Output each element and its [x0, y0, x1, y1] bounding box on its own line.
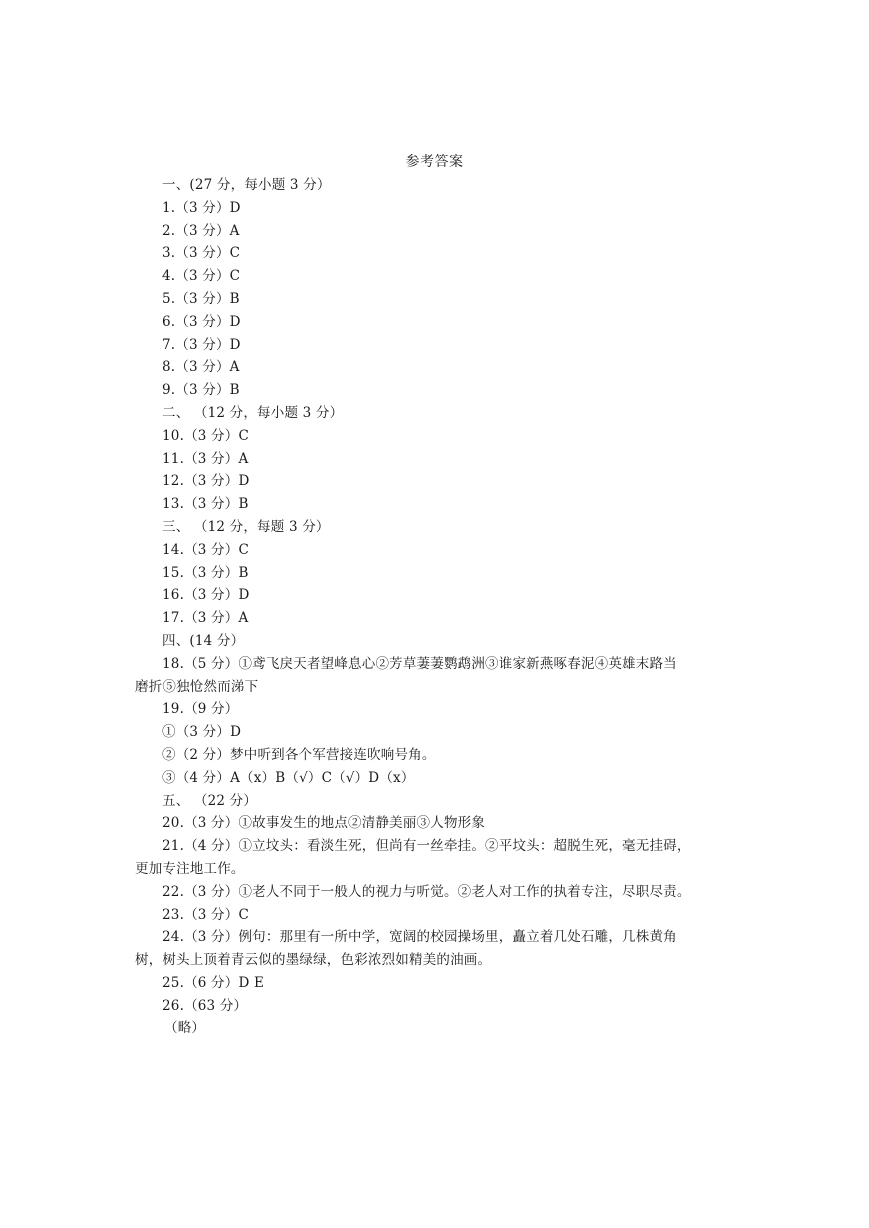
answer-line: 9.（3 分）B: [162, 382, 240, 399]
answer-line: ①（3 分）D: [162, 724, 242, 741]
answer-line: 25.（6 分）D E: [162, 974, 265, 991]
answer-line: 一、(27 分，每小题 3 分）: [162, 177, 331, 193]
answer-line: 树，树头上顶着青云似的墨绿绿，色彩浓烈如精美的油画。: [135, 952, 492, 969]
answer-line: 五、 （22 分）: [162, 792, 258, 809]
answer-line: 四、(14 分）: [162, 632, 245, 649]
answer-line: ③（4 分）A（x）B（√）C（√）D（x）: [162, 769, 415, 786]
answer-line: 更加专注地工作。: [135, 860, 245, 877]
answer-line: 3.（3 分）C: [162, 245, 241, 262]
answer-line: 4.（3 分）C: [162, 268, 241, 285]
answer-line: 20.（3 分）①故事发生的地点②清静美丽③人物形象: [162, 815, 486, 832]
answer-line: 6.（3 分）D: [162, 313, 241, 330]
answer-line: 21.（4 分）①立坟头：看淡生死，但尚有一丝牵挂。②平坟头：超脱生死，毫无挂碍，: [162, 838, 691, 855]
answer-line: 22.（3 分）①老人不同于一般人的视力与听觉。②老人对工作的执着专注，尽职尽责。: [162, 883, 691, 900]
answer-line: 17.（3 分）A: [162, 610, 249, 627]
answer-line: 11.（3 分）A: [162, 450, 249, 467]
answer-line: ②（2 分）梦中听到各个军营接连吹响号角。: [162, 746, 436, 763]
answer-line: 10.（3 分）C: [162, 427, 249, 444]
answer-line: 二、 （12 分，每小题 3 分）: [162, 404, 344, 421]
answer-line: （略）: [164, 1020, 206, 1037]
answer-line: 5.（3 分）B: [162, 290, 240, 307]
page-title: 参考答案: [405, 154, 464, 170]
answer-line: 19.（9 分）: [162, 701, 239, 718]
answer-line: 8.（3 分）A: [162, 359, 240, 376]
answer-line: 2.（3 分）A: [162, 222, 240, 239]
answer-line: 14.（3 分）C: [162, 541, 249, 558]
answer-line: 26.（63 分）: [162, 997, 248, 1014]
answer-line: 12.（3 分）D: [162, 473, 250, 490]
answer-line: 23.（3 分）C: [162, 906, 249, 923]
answer-line: 1.（3 分）D: [162, 199, 241, 216]
answer-line: 13.（3 分）B: [162, 496, 249, 513]
answer-line: 三、 （12 分，每题 3 分）: [162, 518, 330, 535]
answer-line: 磨折⑤独怆然而涕下: [135, 678, 259, 695]
answer-line: 16.（3 分）D: [162, 587, 250, 604]
answer-line: 18.（5 分）①鸢飞戾天者望峰息心②芳草萋萋鹦鹉洲③谁家新燕啄春泥④英雄末路当: [162, 655, 677, 672]
answer-line: 7.（3 分）D: [162, 336, 241, 353]
answer-list: [135, 174, 745, 1040]
answer-line: 15.（3 分）B: [162, 564, 249, 581]
answer-line: 24.（3 分）例句：那里有一所中学，宽阔的校园操场里，矗立着几处石雕，几株黄角: [162, 929, 677, 946]
